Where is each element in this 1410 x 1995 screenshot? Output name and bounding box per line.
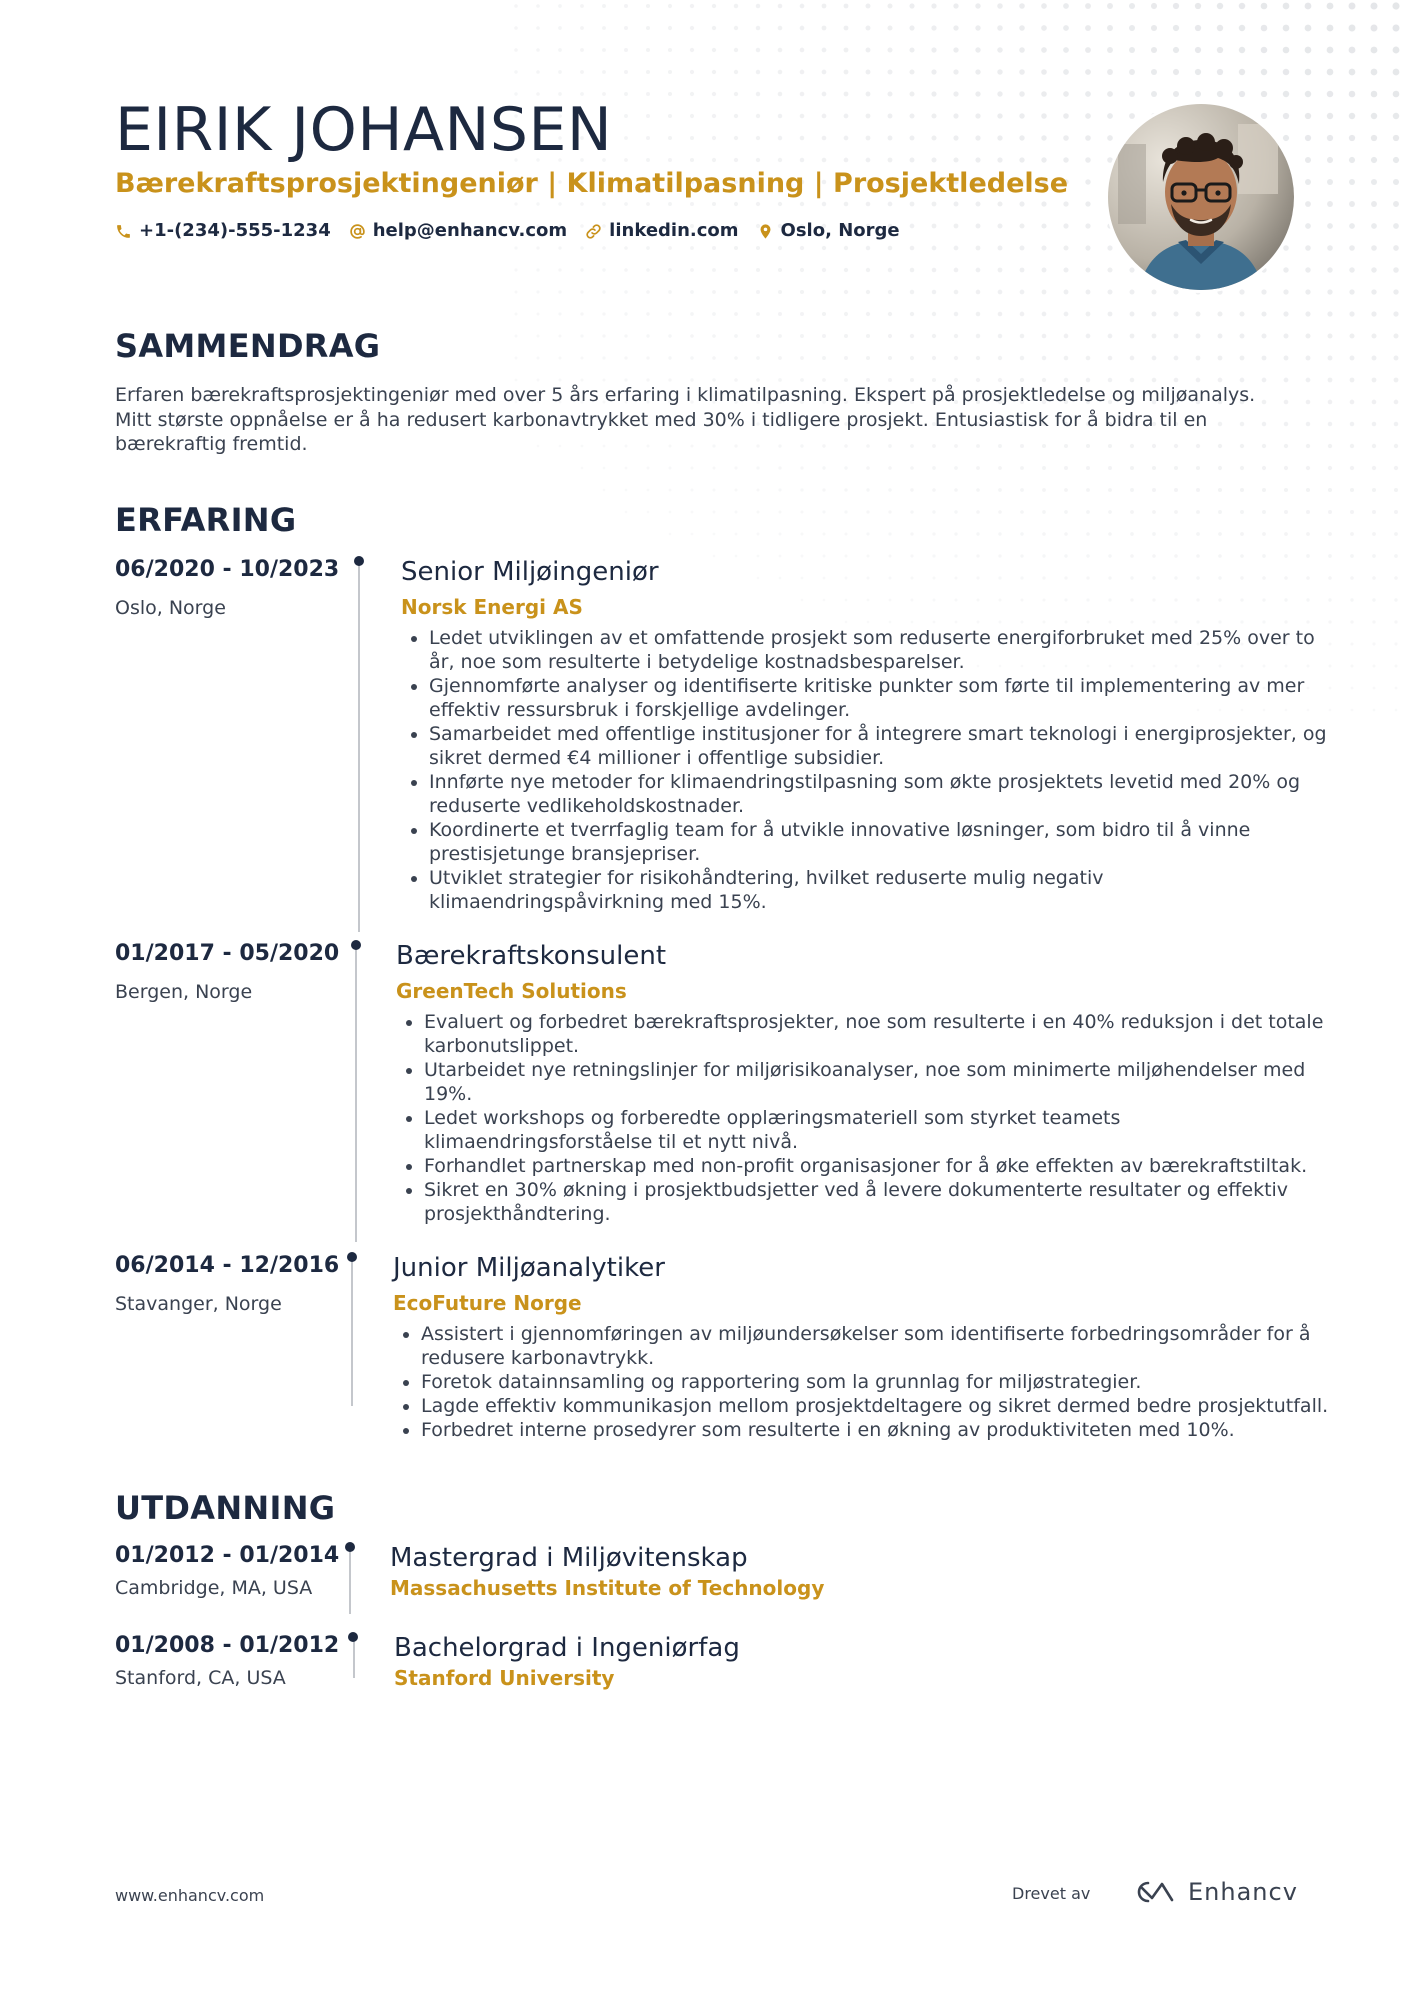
experience-location: Stavanger, Norge: [115, 1293, 282, 1315]
education-degree: Mastergrad i Miljøvitenskap: [390, 1543, 748, 1573]
education-location: Stanford, CA, USA: [115, 1667, 286, 1689]
timeline-line: [355, 946, 357, 1242]
footer-brand[interactable]: [1132, 1877, 1298, 1907]
experience-company: EcoFuture Norge: [393, 1291, 582, 1315]
list-item: • Ledet workshops og forberedte opplæringsmateriell som styrket teamets klimaendringsforståelse til et nytt nivå.: [424, 1106, 1329, 1154]
list-item: • Gjennomførte analyser og identifiserte kritiske punkter som førte til implementering av mer effektiv ressursbruk i forskjellige avdelinger.: [429, 674, 1329, 722]
timeline-line: [358, 562, 360, 932]
experience-dates: 06/2014 - 12/2016: [115, 1253, 340, 1278]
list-item: • Evaluert og forbedret bærekraftsprosjekter, noe som resulterte i en 40% reduksjon i det totale karbonutslippet.: [424, 1010, 1329, 1058]
contact-bar: [115, 216, 900, 246]
list-item: • Innførte nye metoder for klimaendringstilpasning som økte prosjektets levetid med 20% og reduserte vedlikeholdskostnader.: [429, 770, 1329, 818]
experience-bullets: [396, 1010, 1329, 1226]
candidate-tagline: Bærekraftsprosjektingeniør | Klimatilpasning | Prosjektledelse: [115, 168, 1069, 199]
education-degree: Bachelorgrad i Ingeniørfag: [394, 1633, 740, 1663]
contact-location: [757, 216, 900, 246]
location-pin-icon: [757, 223, 774, 240]
timeline-line: [351, 1258, 353, 1406]
education-school: Stanford University: [394, 1666, 615, 1690]
footer-brand-name: Enhancv: [1188, 1878, 1298, 1906]
education-heading: UTDANNING: [115, 1489, 336, 1527]
experience-location: Oslo, Norge: [115, 597, 226, 619]
footer-powered-by: Drevet av: [1012, 1884, 1091, 1903]
experience-bullets: [401, 626, 1329, 914]
contact-location-text: Oslo, Norge: [780, 220, 900, 241]
experience-bullets: [393, 1322, 1331, 1442]
experience-company: GreenTech Solutions: [396, 979, 627, 1003]
contact-email-text: help@enhancv.com: [372, 220, 568, 241]
profile-photo-illustration: [1108, 104, 1294, 290]
list-item: • Lagde effektiv kommunikasjon mellom prosjektdeltagere og sikret dermed bedre prosjektutfall.: [421, 1394, 1331, 1418]
timeline-dot: [345, 1542, 355, 1552]
experience-dates: 06/2020 - 10/2023: [115, 557, 340, 582]
list-item: • Forbedret interne prosedyrer som resulterte i en økning av produktiviteten med 10%.: [421, 1418, 1331, 1442]
candidate-name: EIRIK JOHANSEN: [115, 95, 613, 165]
experience-company: Norsk Energi AS: [401, 595, 583, 619]
timeline-line: [353, 1638, 355, 1678]
contact-email[interactable]: [349, 216, 567, 246]
at-icon: [349, 223, 366, 240]
experience-role: Senior Miljøingeniør: [401, 557, 659, 587]
contact-linkedin[interactable]: [585, 216, 738, 246]
timeline-dot: [348, 1632, 358, 1642]
experience-dates: 01/2017 - 05/2020: [115, 941, 340, 966]
experience-heading: ERFARING: [115, 501, 297, 539]
summary-heading: SAMMENDRAG: [115, 327, 381, 365]
list-item: • Samarbeidet med offentlige institusjoner for å integrere smart teknologi i energiprosjekter, og sikret dermed €4 millioner i offentlige subsidier.: [429, 722, 1329, 770]
education-location: Cambridge, MA, USA: [115, 1577, 313, 1599]
list-item: • Utarbeidet nye retningslinjer for miljørisikoanalyser, noe som minimerte miljøhendelser med 19%.: [424, 1058, 1329, 1106]
contact-phone[interactable]: [115, 216, 331, 246]
experience-role: Bærekraftskonsulent: [396, 941, 667, 971]
timeline-line: [349, 1548, 351, 1614]
list-item: • Assistert i gjennomføringen av miljøundersøkelser som identifiserte forbedringsområder for å redusere karbonavtrykk.: [421, 1322, 1331, 1370]
education-school: Massachusetts Institute of Technology: [390, 1576, 825, 1600]
list-item: • Utviklet strategier for risikohåndtering, hvilket reduserte mulig negativ klimaendringspåvirkning med 15%.: [429, 866, 1329, 914]
list-item: • Koordinerte et tverrfaglig team for å utvikle innovative løsninger, som bidro til å vinne prestisjetunge bransjepriser.: [429, 818, 1329, 866]
experience-location: Bergen, Norge: [115, 981, 253, 1003]
education-dates: 01/2008 - 01/2012: [115, 1633, 340, 1658]
summary-text: Erfaren bærekraftsprosjektingeniør med over 5 års erfaring i klimatilpasning. Ekspert på prosjektledelse og miljøanalys. Mitt største oppnåelse er å ha redusert karbonavtrykket med 30% i tidligere prosjekt. Entusiastisk for å bidra til en bærekraftig fremtid.: [115, 384, 1256, 455]
list-item: • Sikret en 30% økning i prosjektbudsjetter ved å levere dokumenterte resultater og effektiv prosjekthåndtering.: [424, 1178, 1329, 1226]
contact-phone-text: +1-(234)-555-1234: [139, 220, 331, 241]
contact-linkedin-text: linkedin.com: [609, 220, 739, 241]
list-item: • Foretok datainnsamling og rapportering som la grunnlag for miljøstrategier.: [421, 1370, 1331, 1394]
timeline-dot: [351, 940, 361, 950]
list-item: • Ledet utviklingen av et omfattende prosjekt som reduserte energiforbruket med 25% over to år, noe som resulterte i betydelige kostnadsbesparelser.: [429, 626, 1329, 674]
enhancv-logo-icon: [1132, 1878, 1178, 1906]
timeline-dot: [354, 556, 364, 566]
experience-role: Junior Miljøanalytiker: [393, 1253, 665, 1283]
footer-website-link[interactable]: www.enhancv.com: [115, 1886, 265, 1905]
timeline-dot: [347, 1252, 357, 1262]
link-icon: [585, 223, 602, 240]
profile-photo: [1108, 104, 1294, 290]
list-item: • Forhandlet partnerskap med non-profit organisasjoner for å øke effekten av bærekraftstiltak.: [424, 1154, 1329, 1178]
phone-icon: [115, 223, 132, 240]
education-dates: 01/2012 - 01/2014: [115, 1543, 340, 1568]
